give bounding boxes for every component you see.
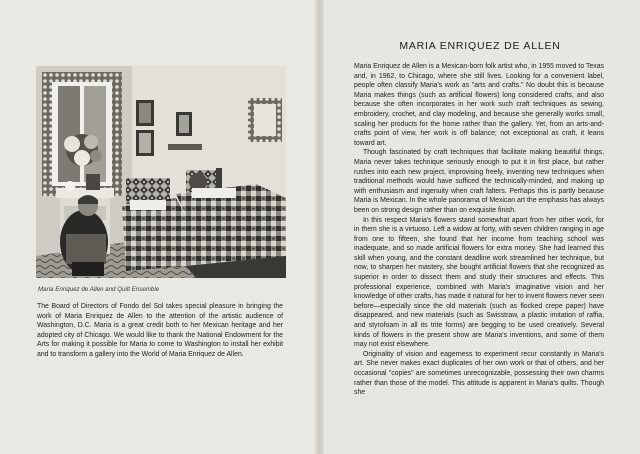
intro-paragraph: The Board of Directors of Fondo del Sol takes special pleasure in bringing the work of Maria Enriquez de Allen to the attention of the artistic audience of Washington, D.C. Maria is a great credit both to her Mexican heritage and her adopted city of Chicago. We would like to thank the National Endowment for the Arts for making it possible for Maria to come to Washington to install her exhibit and to transform a gallery into the World of Maria Enriquez de Allen. bbox=[37, 303, 283, 358]
right-page bbox=[320, 0, 640, 454]
body-paragraph-1: Maria Enriquez de Allen is a Mexican-born folk artist who, in 1955 moved to Texas and, in 1962, to Chicago, where she still lives. Looking for a convenient label, people often classify Maria's work as "arts and crafts." No doubt this is because Maria makes things (such as artificial flowers) long considered crafts, and also because she often incorporates in her work such craft techniques as sewing, embroidery, crochet, and clay modeling, and because she generally works small, scaling her products for the home rather than the gallery. Yet, from an arts-and-crafts point of view, her work is off balance; not exceptional as craft, it leans toward art. bbox=[354, 63, 604, 147]
body-paragraph-3: In this respect Maria's flowers stand somewhat apart from her other work, for in them she is a virtuoso. Left a widow at forty, with seven children ranging in age from one to fifteen, she found that her income from teaching school was inadequate, and so made artificial flowers for extra money. She had learned this skill when young, and the constant deadline work streamlined her technique, but now, to sharpen her mastery, she bought artificial flowers that she recognized as superior in order to dissect them and study their structures and effects. This professional experience, combined with Maria's imaginative vision and her knowledge of other crafts, has made it natural for her to invent flowers never seen before—especially since the old materials (such as flocked crepe paper) have disappeared, and new materials (such as Swisstraw, a plastic imitation of raffia, and styrofoam in all its trite forms) are begging to be used creatively. Several kinds of flowers in the present show are Maria's inventions, and some of them may not exist elsewhere. bbox=[354, 216, 604, 349]
article-title: MARIA ENRIQUEZ DE ALLEN bbox=[399, 40, 561, 52]
left-page bbox=[0, 0, 318, 454]
body-paragraph-2: Though fascinated by craft techniques that facilitate making beautiful things, Maria never takes technique seriously enough to put it in first place, but rather rushes into each new project, improvising freely, inventing new techniques when traditional methods would have sufficed the technically-minded, and making up with enthusiasm and ingenuity when craft falters. Perhaps this is partly because Maria is Mexican. In the whole panorama of Mexican art the emphasis has always been on strong design rather than on exquisite finish. bbox=[354, 149, 604, 214]
book-gutter bbox=[314, 0, 324, 454]
body-paragraph-4: Originality of vision and eagerness to experiment recur constantly in Maria's art. She never makes exact duplicates of her own work or that of others, and her occasional "copies" are sometimes unrecognizable, possessing their own charms rather than those of the model. This attitude is apparent in Maria's quilts. Though she bbox=[354, 350, 604, 397]
article-body bbox=[354, 62, 604, 398]
quilt-ensemble-photo bbox=[36, 66, 286, 278]
photo-caption: Maria Enriquez de Allen and Quilt Ensemble bbox=[38, 286, 160, 293]
